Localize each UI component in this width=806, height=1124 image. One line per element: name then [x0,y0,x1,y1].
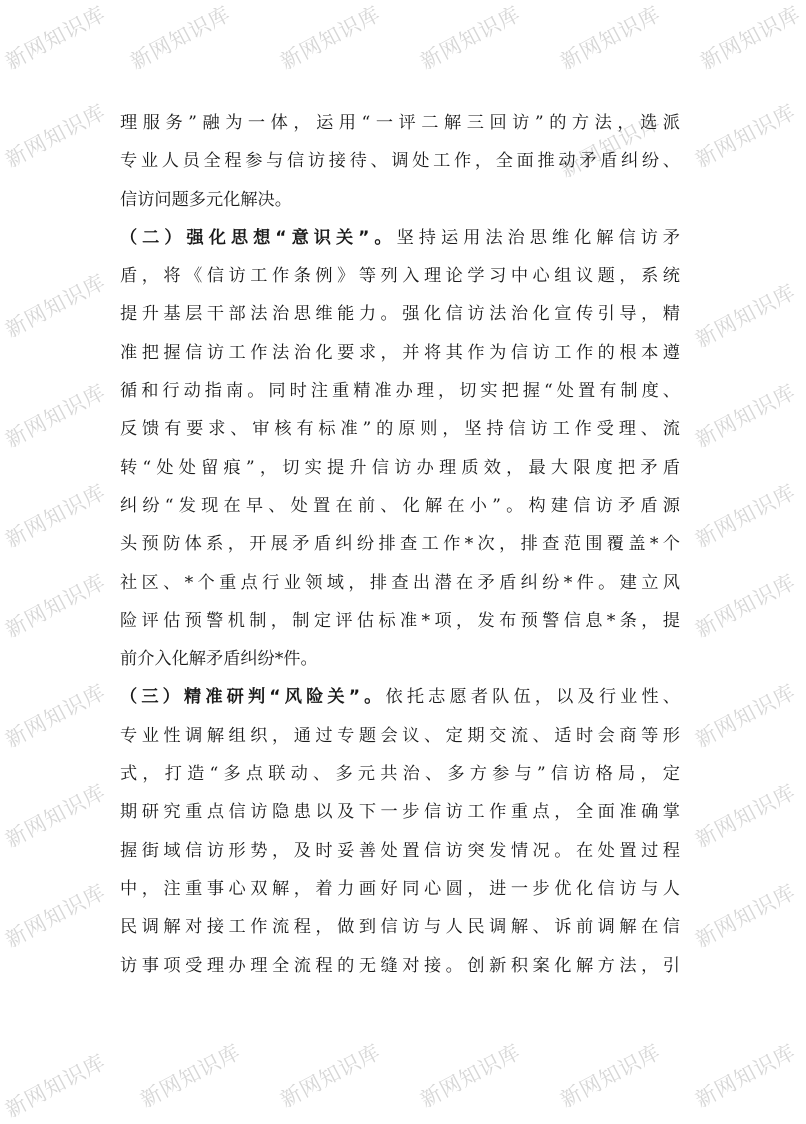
watermark: 新网知识库 [556,1,665,75]
text-line: 期研究重点信访隐患以及下一步信访工作重点，全面准确掌 [120,802,680,823]
watermark: 新网知识库 [556,1039,665,1113]
text-line: 转“处处留痕”，切实提升信访办理质效，最大限度把矛盾 [120,457,680,478]
watermark: 新网知识库 [276,1039,385,1113]
text-line: 反馈有要求、审核有标准”的原则，坚持信访工作受理、流 [120,419,680,440]
text-line: 纠纷“发现在早、处置在前、化解在小”。构建信访矛盾源 [120,495,680,516]
watermark: 新网知识库 [691,679,800,753]
text-line: 握街域信访形势，及时妥善处置信访突发情况。在处置过程 [120,840,680,861]
watermark: 新网知识库 [691,379,800,453]
text-line: 访事项受理办理全流程的无缝对接。创新积案化解方法，引 [120,955,680,976]
watermark: 新网知识库 [1,99,110,173]
text-line [120,219,680,257]
text-line: 式，打造“多点联动、多元共治、多方参与”信访格局，定 [120,764,680,785]
text-line: 盾，将《信访工作条例》等列入理论学习中心组议题，系统 [120,266,680,287]
paragraph-2 [120,219,680,679]
text-line [120,678,680,716]
paragraph-3 [120,678,680,984]
text-line: 专业性调解组织，通过专题会议、定期交流、适时会商等形 [120,725,680,746]
text-line: 理服务”融为一体，运用“一评二解三回访”的方法，选派 [120,113,680,133]
watermark: 新网知识库 [1,379,110,453]
text-line: 循和行动指南。同时注重精准办理，切实把握“处置有制度、 [120,381,680,402]
watermark: 新网知识库 [1,269,110,343]
watermark: 新网知识库 [1,479,110,553]
text-line: 提升基层干部法治思维能力。强化信访法治化宣传引导，精 [120,304,680,325]
text-line: 险评估预警机制，制定评估标准*项，发布预警信息*条，提 [120,610,680,631]
watermark: 新网知识库 [1,679,110,753]
text-line: 头预防体系，开展矛盾纠纷排查工作*次，排查范围覆盖*个 [120,534,680,555]
watermark: 新网知识库 [1,569,110,643]
document-body [120,104,680,985]
watermark: 新网知识库 [691,779,800,853]
text-line: 准把握信访工作法治化要求，并将其作为信访工作的根本遵 [120,342,680,363]
section-heading: （三）精准研判“风险关”。 [120,687,386,708]
paragraph-1 [120,104,680,219]
watermark: 新网知识库 [136,1039,245,1113]
watermark: 新网知识库 [1,879,110,953]
section-heading: （二）强化思想“意识关”。 [120,227,397,248]
watermark: 新网知识库 [696,1,805,75]
watermark: 新网知识库 [276,1,385,75]
watermark: 新网知识库 [691,879,800,953]
text-line: 中，注重事心双解，着力画好同心圆，进一步优化信访与人 [120,878,680,899]
watermark: 新网知识库 [691,569,800,643]
watermark: 新网知识库 [1,779,110,853]
watermark: 新网知识库 [1,1049,110,1123]
text-line: 信访问题多元化解决。 [120,189,292,210]
watermark: 新网知识库 [556,109,665,183]
text-line: 民调解对接工作流程，做到信访与人民调解、诉前调解在信 [120,917,680,938]
text-line: 前介入化解矛盾纠纷*件。 [120,649,318,670]
watermark: 新网知识库 [126,1,235,75]
watermark: 新网知识库 [1,1,110,75]
text-line-rest: 依托志愿者队伍，以及行业性、 [385,687,680,708]
watermark: 新网知识库 [416,1,525,75]
text-line-rest: 坚持运用法治思维化解信访矛 [396,227,680,248]
watermark: 新网知识库 [416,1039,525,1113]
watermark: 新网知识库 [691,479,800,553]
watermark: 新网知识库 [691,1039,800,1113]
watermark: 新网知识库 [691,279,800,353]
watermark: 新网知识库 [691,99,800,173]
text-line: 专业人员全程参与信访接待、调处工作，全面推动矛盾纠纷、 [120,151,680,172]
text-line: 社区、*个重点行业领域，排查出潜在矛盾纠纷*件。建立风 [120,572,680,593]
